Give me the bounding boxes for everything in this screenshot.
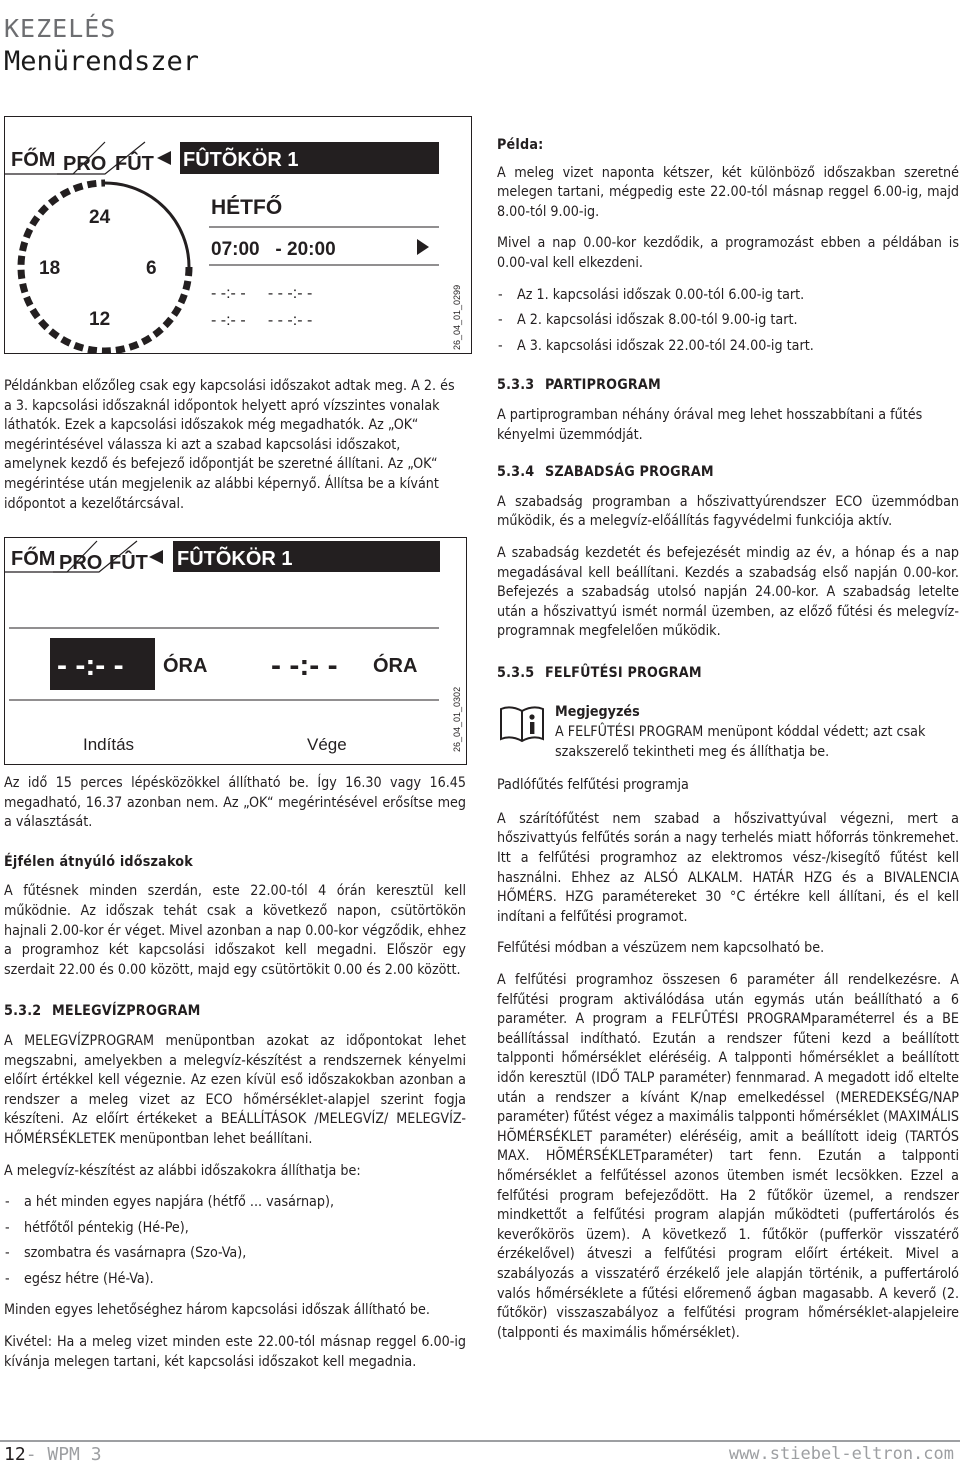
end-unit: ÓRA <box>373 655 418 677</box>
figure-code: 26_04_01_0299 <box>452 284 462 350</box>
product-name: WPM 3 <box>47 1444 102 1465</box>
paragraph: A partiprogramban néhány órával meg lehet hosszabbítani a fűtés kényelmi üzemmódját. <box>497 406 923 443</box>
note-title: Megjegyzés <box>555 704 640 721</box>
page-footer <box>0 1440 960 1467</box>
section-title: MELEGVÍZPROGRAM <box>52 1003 201 1020</box>
heading-534 <box>497 463 959 483</box>
paragraph: A szabadság kezdetét és befejezését mindig az év, a hónap és a nap megadásával kell beállítani. Kezdés a szabadság első napján 0.00-kor. Befejezés a szabadság utolsó napján 24.00-kor. A szabadság letelte után a hőszivattyú ismét normál üzemben, az előző fűtési és melegvíz-programnak megfelelően működik. <box>497 544 959 640</box>
section-number: 5.3.3 <box>497 377 535 394</box>
section-number: 5.3.4 <box>497 464 535 481</box>
start-unit: ÓRA <box>163 655 208 677</box>
paragraph: Mivel a nap 0.00-kor kezdődik, a programozást ebben a példában is 0.00-val kell elkezdeni. <box>497 235 959 271</box>
screen-graphic <box>5 538 466 764</box>
section-title: PARTIPROGRAM <box>545 377 661 394</box>
dial-18: 18 <box>39 258 61 279</box>
clock-dial <box>21 183 189 351</box>
list-item: - A 3. kapcsolási időszak 22.00-tól 24.00-ig tart. <box>497 337 959 357</box>
screen-graphic <box>5 117 471 353</box>
time-slot-2: - -:- - - - -:- - <box>211 285 313 302</box>
paragraph: A fűtésnek minden szerdán, este 22.00-tól 4 órán keresztül kell működnie. Az időszak tehát csak a következő napon, csütörtökön hajnali 2.00-kor ér véget. Mivel azonban a nap 0.00-kor végződik, ehhez a programhoz két kapcsolási időszakot kell megadni. Először egy szerdait 22.00 és 0.00 között, majd egy csütörtökit 0.00 és 2.00 között. <box>4 883 466 978</box>
screen-title: FÛTÕKÖR 1 <box>177 548 293 570</box>
start-label: Indítás <box>83 735 135 754</box>
start-time: - -:- - <box>57 649 124 682</box>
list-item: - egész hétre (Hé-Va). <box>4 1270 466 1290</box>
display-screen-program <box>4 116 472 354</box>
end-time: - -:- - <box>271 649 338 682</box>
dial-6: 6 <box>146 258 157 279</box>
figure-code: 26_04_01_0302 <box>452 686 462 752</box>
section-number: 5.3.2 <box>4 1003 42 1020</box>
paragraph: A felfűtési programhoz összesen 6 paraméter áll rendelkezésre. A felfűtési program aktiválódása után egymás után beállítható a 6 paraméter. A program a FELFÛTÉSI PROGRAMparaméterrel és a BE beállítással indítható. Ezután a rendszer fűteni kezd a beállított talpponti hőmérséklet eléréséig. A talpponti hőmérséklet a beállított időn keresztül (IDŐ TALP paraméter) fennmarad. A megadott idő eltelte után a rendszer a kívánt K/nap emelkedéssel (MEREDEKSÉG/NAP paraméter) fűtést végez a maximális talpponti hőmérséklet (MAXIMÁLIS HÕMÉRSÉKLET paraméter) eléréséig, amit a beállított ideig (TARTÓS MAX. HÕMÉRSÉKLETparaméter) tart fenn. Ezután a talpponti hőmérséklet a felfűtéssel azonos ütemben ismét lecsökken. Ezzel a felfűtési program befejeződött. Ha 2 fűtőkör üzemel, a rendszer mindkettőt a felfűtési program alapján működteti (puffertárolós és keverőkörös üzem). A következő 1. fűtőkör (pufferkör visszatérő érzékelővel) átveszi a felfűtési program előírt értékeit. Mivel a szabályozás a visszatérő érzékelő jele alapján történik, a puffertároló valós hőmérséklete a fűtési előremenő ágban magasabb. A keverő (2. fűtőkör) visszaszabályoz a felfűtési program hőmérséklet-alapjeleire (talpponti és maximális hőmérséklet). <box>497 972 959 1341</box>
weekday-label: HÉTFŐ <box>211 196 283 219</box>
page-number-line <box>4 1444 102 1465</box>
tab-fomenu: FŐM <box>11 548 56 570</box>
paragraph: Az idő 15 perces lépésközökkel állítható be. Így 16.30 vagy 16.45 megadható, 16.37 azonban nem. Az „OK“ megérintésével erősítse meg a választását. <box>4 775 466 831</box>
paragraph: A szabadság programban a hőszivattyúrendszer ECO üzemmódban működik, és a melegvíz-előállítás fagyvédelmi funkciója aktív. <box>497 493 959 530</box>
heading-532 <box>4 1002 466 1022</box>
dial-24: 24 <box>89 207 111 228</box>
tab-program: PRO <box>59 552 103 574</box>
tab-program: PRO <box>63 153 107 175</box>
heading-ejfel: Éjfélen átnyúló időszakok <box>4 853 193 870</box>
note-box <box>497 703 959 762</box>
right-column <box>497 136 959 1355</box>
section-title: FELFÛTÉSI PROGRAM <box>545 664 702 681</box>
end-label: Vége <box>307 735 347 754</box>
list-item: - szombatra és vasárnapra (Szo-Va), <box>4 1244 466 1264</box>
list-item: - A 2. kapcsolási időszak 8.00-tól 9.00-ig tart. <box>497 311 959 331</box>
note-text: A FELFÛTÉSI PROGRAM menüpont kóddal védett; azt csak szakszerelő tekintheti meg és állíthatja be. <box>555 724 926 760</box>
heading-533 <box>497 376 959 396</box>
dial-12: 12 <box>89 309 111 330</box>
subheading-padlo: Padlófűtés felfűtési programja <box>497 777 689 794</box>
screen-title: FÛTÕKÖR 1 <box>183 149 299 171</box>
paragraph: A MELEGVÍZPROGRAM menüpontban azokat az időpontokat lehet megszabni, amelyekben a melegvíz-készítést a rendszernek kényelmi előírt értékkel kell végeznie. Az ezen kívül eső időszakokban azonban a rendszer a meleg vizet az ECO hőmérséklet-alapjel szerint fogja készíteni. Az előírt értékeket a BEÁLLÍTÁSOK /MELEGVÍZ/ MELEGVÍZ-HŐMÉRSÉKLETEK menüpontban lehet beállítani. <box>4 1032 466 1147</box>
page-header <box>4 14 199 80</box>
arrow-right-icon <box>417 239 429 255</box>
period-list <box>4 1193 466 1289</box>
section-number: 5.3.5 <box>497 664 535 681</box>
paragraph: Kivétel: Ha a meleg vizet minden este 22.00-tól másnap reggel 6.00-ig kívánja melegen tartani, két kapcsolási időszakot kell megadnia. <box>4 1334 466 1370</box>
heading-pelda: Példa: <box>497 137 544 153</box>
page-number: 12 <box>4 1444 26 1465</box>
book-info-icon <box>499 705 545 743</box>
page-subtitle: Menürendszer <box>4 46 200 77</box>
list-item: - a hét minden egyes napjára (hétfő ... vasárnap), <box>4 1193 466 1213</box>
heading-535 <box>497 664 959 684</box>
display-screen-time-entry <box>4 537 467 765</box>
section-title: KEZELÉS <box>4 14 117 43</box>
example-list <box>497 286 959 357</box>
tab-futes: FÛT <box>115 153 154 175</box>
left-column-bottom <box>4 774 466 1384</box>
time-slot-1: 07:00 - 20:00 <box>211 239 336 260</box>
tab-fomenu: FŐM <box>11 149 56 171</box>
paragraph: A szárítófűtést nem szabad a hőszivattyúval végezni, mert a hőszivattyús felfűtés során a nagy terhelés miatt hőforrás tönkremehet. Itt a felfűtési programhoz az elektromos vész-/kisegítő fűtést kell használni. Ehhez az ALSÓ ALKALM. HATÁR HZG és a BIVALENCIA HŐMÉRS. HZG paramétereket 30 °C értékre kell állítani, és el kell indítani a felfűtési programot. <box>497 810 959 925</box>
website-url: www.stiebel-eltron.com <box>728 1444 954 1464</box>
time-slot-3: - -:- - - - -:- - <box>211 312 313 329</box>
tab-futes: FÛT <box>109 552 148 574</box>
list-item: - Az 1. kapcsolási időszak 0.00-tól 6.00-ig tart. <box>497 286 959 306</box>
paragraph: A meleg vizet naponta kétszer, két különböző időszakban szeretné melegen tartani, mégpedig este 22.00-tól másnap reggel 6.00-ig, majd 8.00-tól 9.00-ig. <box>497 164 959 220</box>
paragraph: Minden egyes lehetőséghez három kapcsolási időszak állítható be. <box>4 1302 430 1319</box>
paragraph: A melegvíz-készítést az alábbi időszakokra állíthatja be: <box>4 1162 361 1179</box>
paragraph: Felfűtési módban a vészüzem nem kapcsolható be. <box>497 940 825 957</box>
paragraph: Példánkban előzőleg csak egy kapcsolási időszakot adtak meg. A 2. és a 3. kapcsolási időszaknál időpontok helyett apró vízszintes vonalak láthatók. Ezek a kapcsolási időszakok még megadhatók. Az „OK“ megérintésével válassza ki azt a szabad kapcsolási időszakot, amelynek kezdő és befejező időpontját be szeretné állítani. Az „OK“ megérintése után megjelenik az alábbi képernyő. Állítsa be a kívánt időpontot a kezelőtárcsával. <box>4 378 455 512</box>
separator: - <box>25 1444 48 1465</box>
section-title: SZABADSÁG PROGRAM <box>545 464 714 481</box>
list-item: - hétfőtől péntekig (Hé-Pe), <box>4 1219 466 1239</box>
left-column-top <box>4 377 466 526</box>
